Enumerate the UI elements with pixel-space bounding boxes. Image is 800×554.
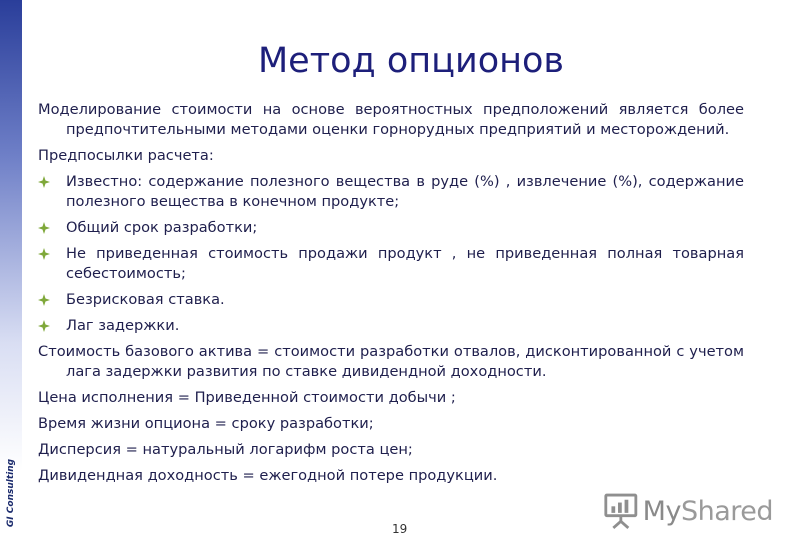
definition-line: Цена исполнения = Приведенной стоимости добычи ; xyxy=(38,389,456,406)
bullet-item xyxy=(38,316,744,336)
bullet-text: Лаг задержки. xyxy=(66,317,180,334)
diamond-bullet-icon xyxy=(38,294,50,306)
bullet-text: Общий срок разработки; xyxy=(66,219,258,236)
slide-title: Метод опционов xyxy=(257,41,565,81)
definition-line: Стоимость базового актива = стоимости разработки отвалов, дисконтированной с учетом лага задержки развития по ставке дивидендной доходности. xyxy=(38,343,744,380)
myshared-watermark xyxy=(603,486,773,536)
bullet-item xyxy=(38,244,744,284)
intro-paragraph: Моделирование стоимости на основе вероятностных предположений является более предпочтительными методами оценки горнорудных предприятий и месторождений. xyxy=(38,101,744,138)
bullet-item xyxy=(38,290,744,310)
presentation-board-icon xyxy=(603,491,639,531)
slide-content xyxy=(38,100,744,492)
bullet-text: Не приведенная стоимость продажи продукт , не приведенная полная товарная себестоимость; xyxy=(66,245,744,282)
diamond-bullet-icon xyxy=(38,222,50,234)
company-label: GI Consulting xyxy=(6,458,16,528)
bullet-text: Безрисковая ставка. xyxy=(66,291,225,308)
bullet-item xyxy=(38,172,744,212)
bullet-item xyxy=(38,218,744,238)
bullet-text: Известно: содержание полезного вещества в руде (%) , извлечение (%), содержание полезного вещества в конечном продукте; xyxy=(66,173,744,210)
definition-line: Время жизни опциона = сроку разработки; xyxy=(38,415,374,432)
watermark-text: MyShared xyxy=(642,495,773,527)
diamond-bullet-icon xyxy=(38,320,50,332)
diamond-bullet-icon xyxy=(38,248,50,260)
definition-line: Дисперсия = натуральный логарифм роста цен; xyxy=(38,441,413,458)
page-number: 19 xyxy=(392,522,408,536)
prereq-heading: Предпосылки расчета: xyxy=(38,147,214,164)
diamond-bullet-icon xyxy=(38,176,50,188)
definition-line: Дивидендная доходность = ежегодной потере продукции. xyxy=(38,467,498,484)
